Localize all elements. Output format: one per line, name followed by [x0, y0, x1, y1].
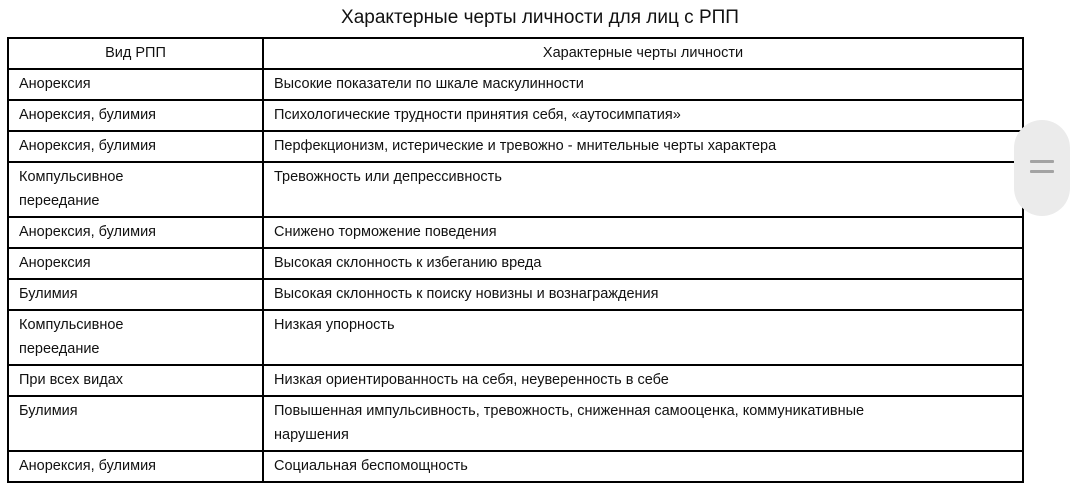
cell-type: При всех видах — [8, 365, 263, 396]
cell-traits: Тревожность или депрессивность — [263, 162, 1023, 217]
cell-type: Анорексия — [8, 69, 263, 100]
table-row — [8, 69, 1023, 100]
table-row — [8, 279, 1023, 310]
table-row — [8, 396, 1023, 451]
column-header-type: Вид РПП — [8, 38, 263, 69]
table-row — [8, 217, 1023, 248]
cell-traits: Низкая ориентированность на себя, неуверенность в себе — [263, 365, 1023, 396]
cell-traits: Снижено торможение поведения — [263, 217, 1023, 248]
cell-type: Анорексия — [8, 248, 263, 279]
cell-type: Булимия — [8, 279, 263, 310]
table-row — [8, 248, 1023, 279]
cell-traits: Высокая склонность к поиску новизны и вознаграждения — [263, 279, 1023, 310]
column-header-traits: Характерные черты личности — [263, 38, 1023, 69]
cell-traits: Психологические трудности принятия себя, «аутосимпатия» — [263, 100, 1023, 131]
table-row — [8, 310, 1023, 365]
table-row — [8, 365, 1023, 396]
cell-traits: Перфекционизм, истерические и тревожно - мнительные черты характера — [263, 131, 1023, 162]
cell-type: Анорексия, булимия — [8, 131, 263, 162]
table-row — [8, 100, 1023, 131]
cell-traits: Высокая склонность к избеганию вреда — [263, 248, 1023, 279]
cell-type: Анорексия, булимия — [8, 217, 263, 248]
table-row — [8, 131, 1023, 162]
cell-traits: Высокие показатели по шкале маскулинности — [263, 69, 1023, 100]
header-row — [8, 38, 1023, 69]
cell-traits: Низкая упорность — [263, 310, 1023, 365]
cell-traits: Социальная беспомощность — [263, 451, 1023, 482]
table-title: Характерные черты личности для лиц с РПП — [341, 7, 739, 28]
cell-type: Анорексия, булимия — [8, 100, 263, 131]
cell-type: Компульсивное переедание — [8, 162, 263, 217]
cell-type: Компульсивное переедание — [8, 310, 263, 365]
scroll-drag-handle[interactable] — [1014, 120, 1070, 216]
cell-traits: Повышенная импульсивность, тревожность, сниженная самооценка, коммуникативные нарушения — [263, 396, 1023, 451]
table-row — [8, 162, 1023, 217]
table-row — [8, 451, 1023, 482]
traits-table — [7, 37, 1024, 483]
cell-type: Анорексия, булимия — [8, 451, 263, 482]
cell-type: Булимия — [8, 396, 263, 451]
